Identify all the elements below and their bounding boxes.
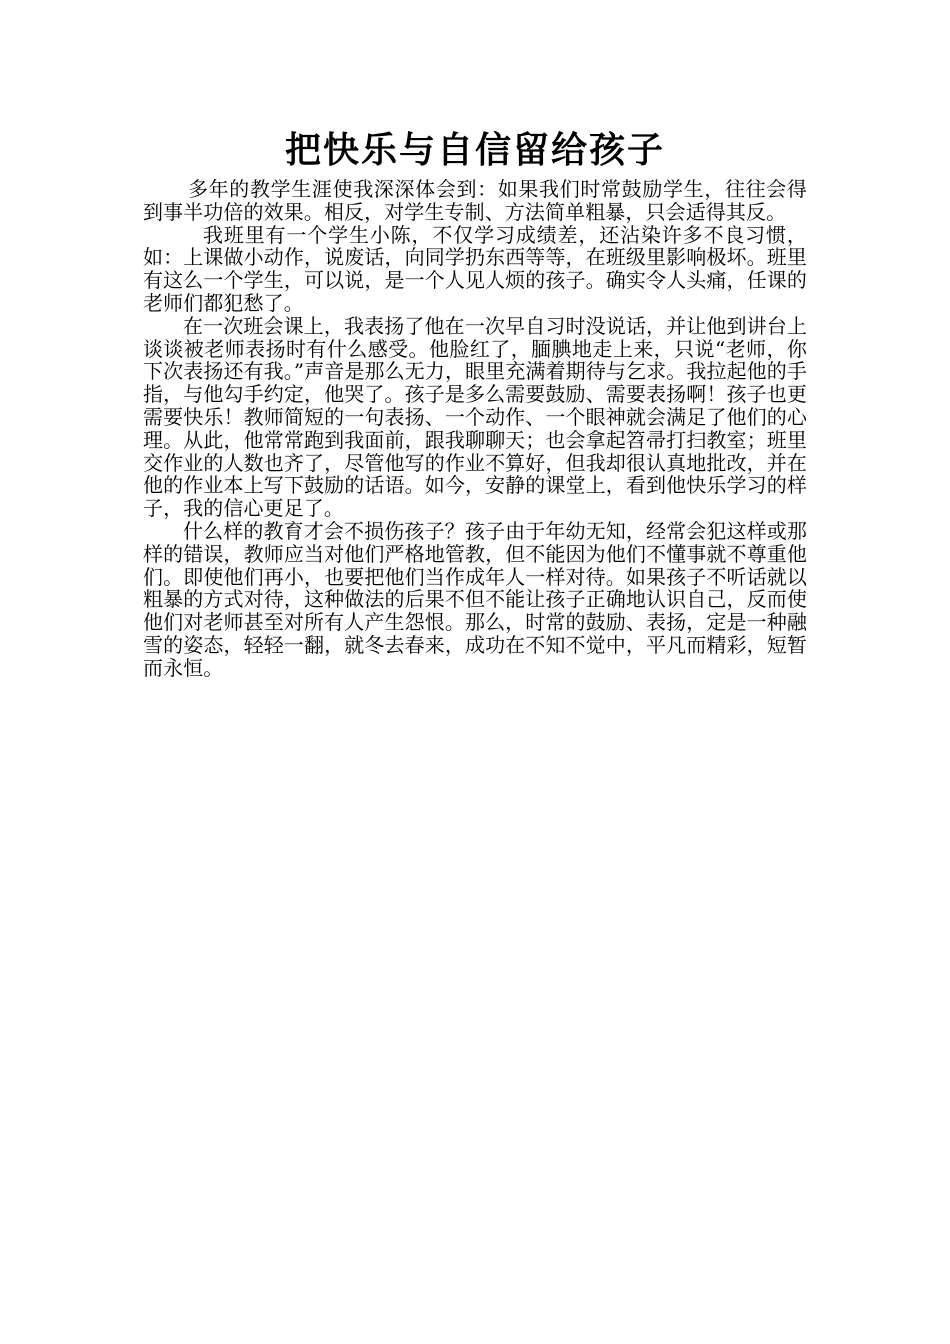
document-body — [143, 128, 807, 680]
paragraph-3: 在一次班会课上，我表扬了他在一次早自习时没说话，并让他到讲台上谈谈被老师表扬时有什么感受。他脸红了，腼腆地走上来，只说“老师，你下次表扬还有我。”声音是那么无力，眼里充满着期待与乞求。我拉起他的手指，与他勾手约定，他哭了。孩子是多么需要鼓励、需要表扬啊！孩子也更需要快乐！教师简短的一句表扬、一个动作、一个眼神就会满足了他们的心理。从此，他常常跑到我面前，跟我聊聊天；也会拿起笤帚打扫教室；班里交作业的人数也齐了，尽管他写的作业不算好，但我却很认真地批改，并在他的作业本上写下鼓励的话语。如今，安静的课堂上，看到他快乐学习的样子，我的信心更足了。 — [143, 313, 807, 521]
page-title: 把快乐与自信留给孩子 — [284, 130, 665, 171]
paragraph-1: 多年的教学生涯使我深深体会到：如果我们时常鼓励学生，往往会得到事半功倍的效果。相反，对学生专制、方法简单粗暴，只会适得其反。 — [143, 177, 807, 224]
paragraph-2: 我班里有一个学生小陈，不仅学习成绩差，还沾染许多不良习惯，如：上课做小动作，说废话，向同学扔东西等等，在班级里影响极坏。班里有这么一个学生，可以说，是一个人见人烦的孩子。确实令人头痛，任课的老师们都犯愁了。 — [143, 222, 807, 315]
paragraph-4: 什么样的教育才会不损伤孩子？孩子由于年幼无知，经常会犯这样或那样的错误，教师应当对他们严格地管教，但不能因为他们不懂事就不尊重他们。即使他们再小，也要把他们当作成年人一样对待。如果孩子不听话就以粗暴的方式对待，这种做法的后果不但不能让孩子正确地认识自己，反而使他们对老师甚至对所有人产生怨恨。那么，时常的鼓励、表扬，定是一种融雪的姿态，轻轻一翻，就冬去春来，成功在不知不觉中，平凡而精彩，短暂而永恒。 — [143, 518, 807, 680]
